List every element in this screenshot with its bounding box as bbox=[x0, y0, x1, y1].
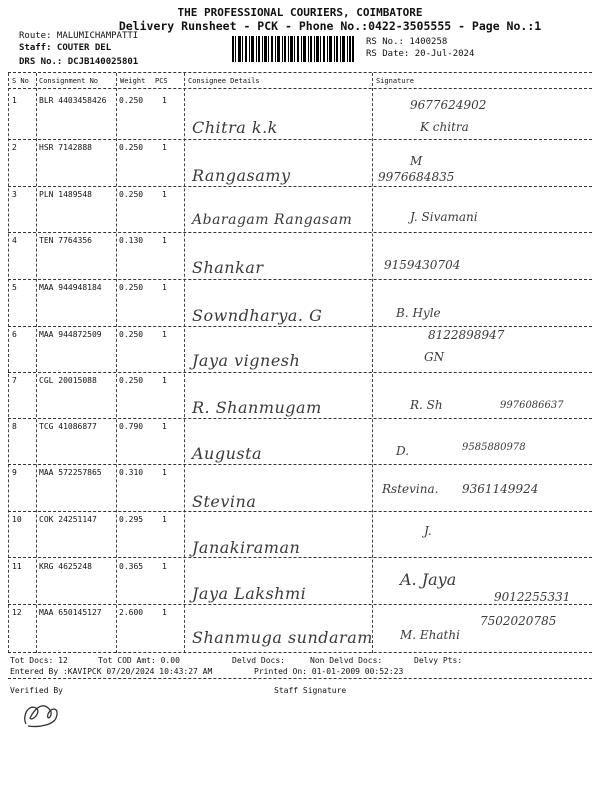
row-pcs: 1 bbox=[162, 515, 167, 524]
row-sno: 5 bbox=[12, 283, 17, 292]
table-bottom-rule bbox=[8, 652, 592, 653]
row-rule bbox=[8, 372, 592, 373]
row-pcs: 1 bbox=[162, 143, 167, 152]
route-label: Route: MALUMICHAMPATTI bbox=[19, 31, 139, 41]
row-consignment: MAA 572257865 bbox=[39, 468, 102, 477]
row-rule bbox=[8, 186, 592, 187]
staff-label: Staff: COUTER DEL bbox=[19, 43, 112, 53]
row-rule bbox=[8, 464, 592, 465]
row-pcs: 1 bbox=[162, 468, 167, 477]
total-docs: Tot Docs: 12 bbox=[10, 656, 68, 665]
row-consignee: Jaya Lakshmi bbox=[192, 584, 307, 603]
row-consignment: HSR 7142888 bbox=[39, 143, 92, 152]
row-pcs: 1 bbox=[162, 236, 167, 245]
printed-on: Printed On: 01-01-2009 00:52:23 bbox=[254, 667, 404, 676]
row-sig-name: R. Sh bbox=[410, 398, 443, 412]
row-weight: 0.295 bbox=[119, 515, 144, 524]
row-rule bbox=[8, 279, 592, 280]
drs-number: DRS No.: DCJB140025801 bbox=[19, 57, 139, 67]
col-rule bbox=[372, 73, 373, 653]
row-consignment: MAA 650145127 bbox=[39, 608, 102, 617]
row-sig-name: J. bbox=[424, 524, 432, 538]
row-sig-name: GN bbox=[424, 350, 445, 364]
row-sno: 8 bbox=[12, 422, 17, 431]
row-pcs: 1 bbox=[162, 376, 167, 385]
row-sig-name: M bbox=[410, 154, 423, 168]
row-sig-name: K chitra bbox=[420, 120, 469, 134]
row-sig-name: B. Hyle bbox=[396, 306, 441, 320]
row-sno: 11 bbox=[12, 562, 22, 571]
row-weight: 0.250 bbox=[119, 330, 144, 339]
row-weight: 0.250 bbox=[119, 143, 144, 152]
row-sig-name: D. bbox=[396, 444, 410, 458]
table-top-rule bbox=[8, 72, 592, 73]
row-sig-phone: 9976684835 bbox=[378, 170, 455, 184]
rs-date: RS Date: 20-Jul-2024 bbox=[366, 49, 475, 59]
staff-signature-label: Staff Signature bbox=[274, 686, 347, 695]
row-weight: 0.790 bbox=[119, 422, 144, 431]
row-consignee: Jaya vignesh bbox=[192, 351, 301, 370]
row-weight: 0.250 bbox=[119, 283, 144, 292]
delivery-points: Delvy Pts: bbox=[414, 656, 463, 665]
row-pcs: 1 bbox=[162, 422, 167, 431]
row-sig-phone: 9976086637 bbox=[500, 400, 564, 411]
row-weight: 2.600 bbox=[119, 608, 144, 617]
row-sig-phone: 9361149924 bbox=[462, 482, 539, 496]
row-sno: 10 bbox=[12, 515, 22, 524]
row-consignment: PLN 1489548 bbox=[39, 190, 92, 199]
non-delivered-docs: Non Delvd Docs: bbox=[310, 656, 383, 665]
row-consignee: Chitra k.k bbox=[192, 118, 278, 137]
delivered-docs: Delvd Docs: bbox=[232, 656, 285, 665]
col-header-consignment: Consignment No bbox=[39, 77, 99, 85]
row-consignee: R. Shanmugam bbox=[192, 398, 322, 417]
row-rule bbox=[8, 557, 592, 558]
row-sno: 3 bbox=[12, 190, 17, 199]
row-rule bbox=[8, 232, 592, 233]
table-header-rule bbox=[8, 88, 592, 89]
row-consignment: CGL 20015088 bbox=[39, 376, 97, 385]
row-sno: 6 bbox=[12, 330, 17, 339]
col-rule bbox=[184, 73, 185, 653]
row-consignee: Sowndharya. G bbox=[192, 306, 323, 325]
row-sig-phone: 9159430704 bbox=[384, 258, 461, 272]
row-pcs: 1 bbox=[162, 562, 167, 571]
row-rule bbox=[8, 418, 592, 419]
row-sno: 2 bbox=[12, 143, 17, 152]
row-pcs: 1 bbox=[162, 96, 167, 105]
entered-by: Entered By :KAVIPCK 07/20/2024 10:43:27 AM bbox=[10, 667, 213, 676]
runsheet-subtitle: Delivery Runsheet - PCK - Phone No.:0422-3505555 - Page No.:1 bbox=[118, 19, 542, 33]
row-sno: 9 bbox=[12, 468, 17, 477]
row-rule bbox=[8, 511, 592, 512]
row-consignee: Stevina bbox=[192, 492, 257, 511]
verifier-signature-mark bbox=[20, 698, 68, 732]
row-sno: 4 bbox=[12, 236, 17, 245]
row-pcs: 1 bbox=[162, 283, 167, 292]
row-rule bbox=[8, 604, 592, 605]
row-consignment: COK 24251147 bbox=[39, 515, 97, 524]
row-weight: 0.250 bbox=[119, 96, 144, 105]
row-consignment: TEN 7764356 bbox=[39, 236, 92, 245]
col-header-signature: Signature bbox=[376, 77, 414, 85]
col-header-sno: S No bbox=[12, 77, 29, 85]
total-cod: Tot COD Amt: 0.00 bbox=[98, 656, 180, 665]
row-weight: 0.250 bbox=[119, 190, 144, 199]
row-consignment: KRG 4625248 bbox=[39, 562, 92, 571]
row-sno: 1 bbox=[12, 96, 17, 105]
col-rule bbox=[8, 73, 9, 653]
col-header-pcs: PCS bbox=[155, 77, 168, 85]
row-sno: 12 bbox=[12, 608, 22, 617]
row-consignee: Rangasamy bbox=[192, 166, 291, 185]
row-sig-phone: 9677624902 bbox=[410, 98, 487, 112]
row-pcs: 1 bbox=[162, 330, 167, 339]
row-rule bbox=[8, 326, 592, 327]
col-header-consignee: Consignee Details bbox=[188, 77, 260, 85]
row-sig-phone: 7502020785 bbox=[480, 614, 557, 628]
row-consignee: Abaragam Rangasam bbox=[192, 212, 353, 228]
row-weight: 0.130 bbox=[119, 236, 144, 245]
row-sig-name: J. Sivamani bbox=[410, 210, 478, 224]
barcode-image bbox=[232, 36, 354, 62]
row-sig-name: A. Jaya bbox=[400, 570, 457, 589]
row-weight: 0.250 bbox=[119, 376, 144, 385]
col-header-weight: Weight bbox=[120, 77, 146, 85]
row-sig-name: Rstevina. bbox=[382, 482, 439, 496]
col-rule bbox=[116, 73, 117, 653]
row-consignee: Shanmuga sundaram bbox=[192, 628, 373, 647]
row-weight: 0.310 bbox=[119, 468, 144, 477]
row-pcs: 1 bbox=[162, 608, 167, 617]
row-sig-name: M. Ehathi bbox=[400, 628, 460, 642]
footer-rule bbox=[8, 678, 592, 679]
rs-number: RS No.: 1400258 bbox=[366, 37, 448, 47]
row-sig-phone: 9585880978 bbox=[462, 442, 526, 453]
verified-by-label: Verified By bbox=[10, 686, 63, 695]
row-consignee: Shankar bbox=[192, 258, 264, 277]
row-consignment: TCG 41086877 bbox=[39, 422, 97, 431]
row-consignment: MAA 944948184 bbox=[39, 283, 102, 292]
row-consignee: Janakiraman bbox=[192, 538, 301, 557]
row-consignment: BLR 4403458426 bbox=[39, 96, 107, 105]
row-sig-phone: 9012255331 bbox=[494, 590, 571, 604]
row-sig-phone: 8122898947 bbox=[428, 328, 505, 342]
row-consignee: Augusta bbox=[192, 444, 263, 463]
row-consignment: MAA 944872509 bbox=[39, 330, 102, 339]
row-pcs: 1 bbox=[162, 190, 167, 199]
row-weight: 0.365 bbox=[119, 562, 144, 571]
company-title: THE PROFESSIONAL COURIERS, COIMBATORE bbox=[177, 6, 423, 19]
row-sno: 7 bbox=[12, 376, 17, 385]
col-rule bbox=[36, 73, 37, 653]
row-rule bbox=[8, 139, 592, 140]
